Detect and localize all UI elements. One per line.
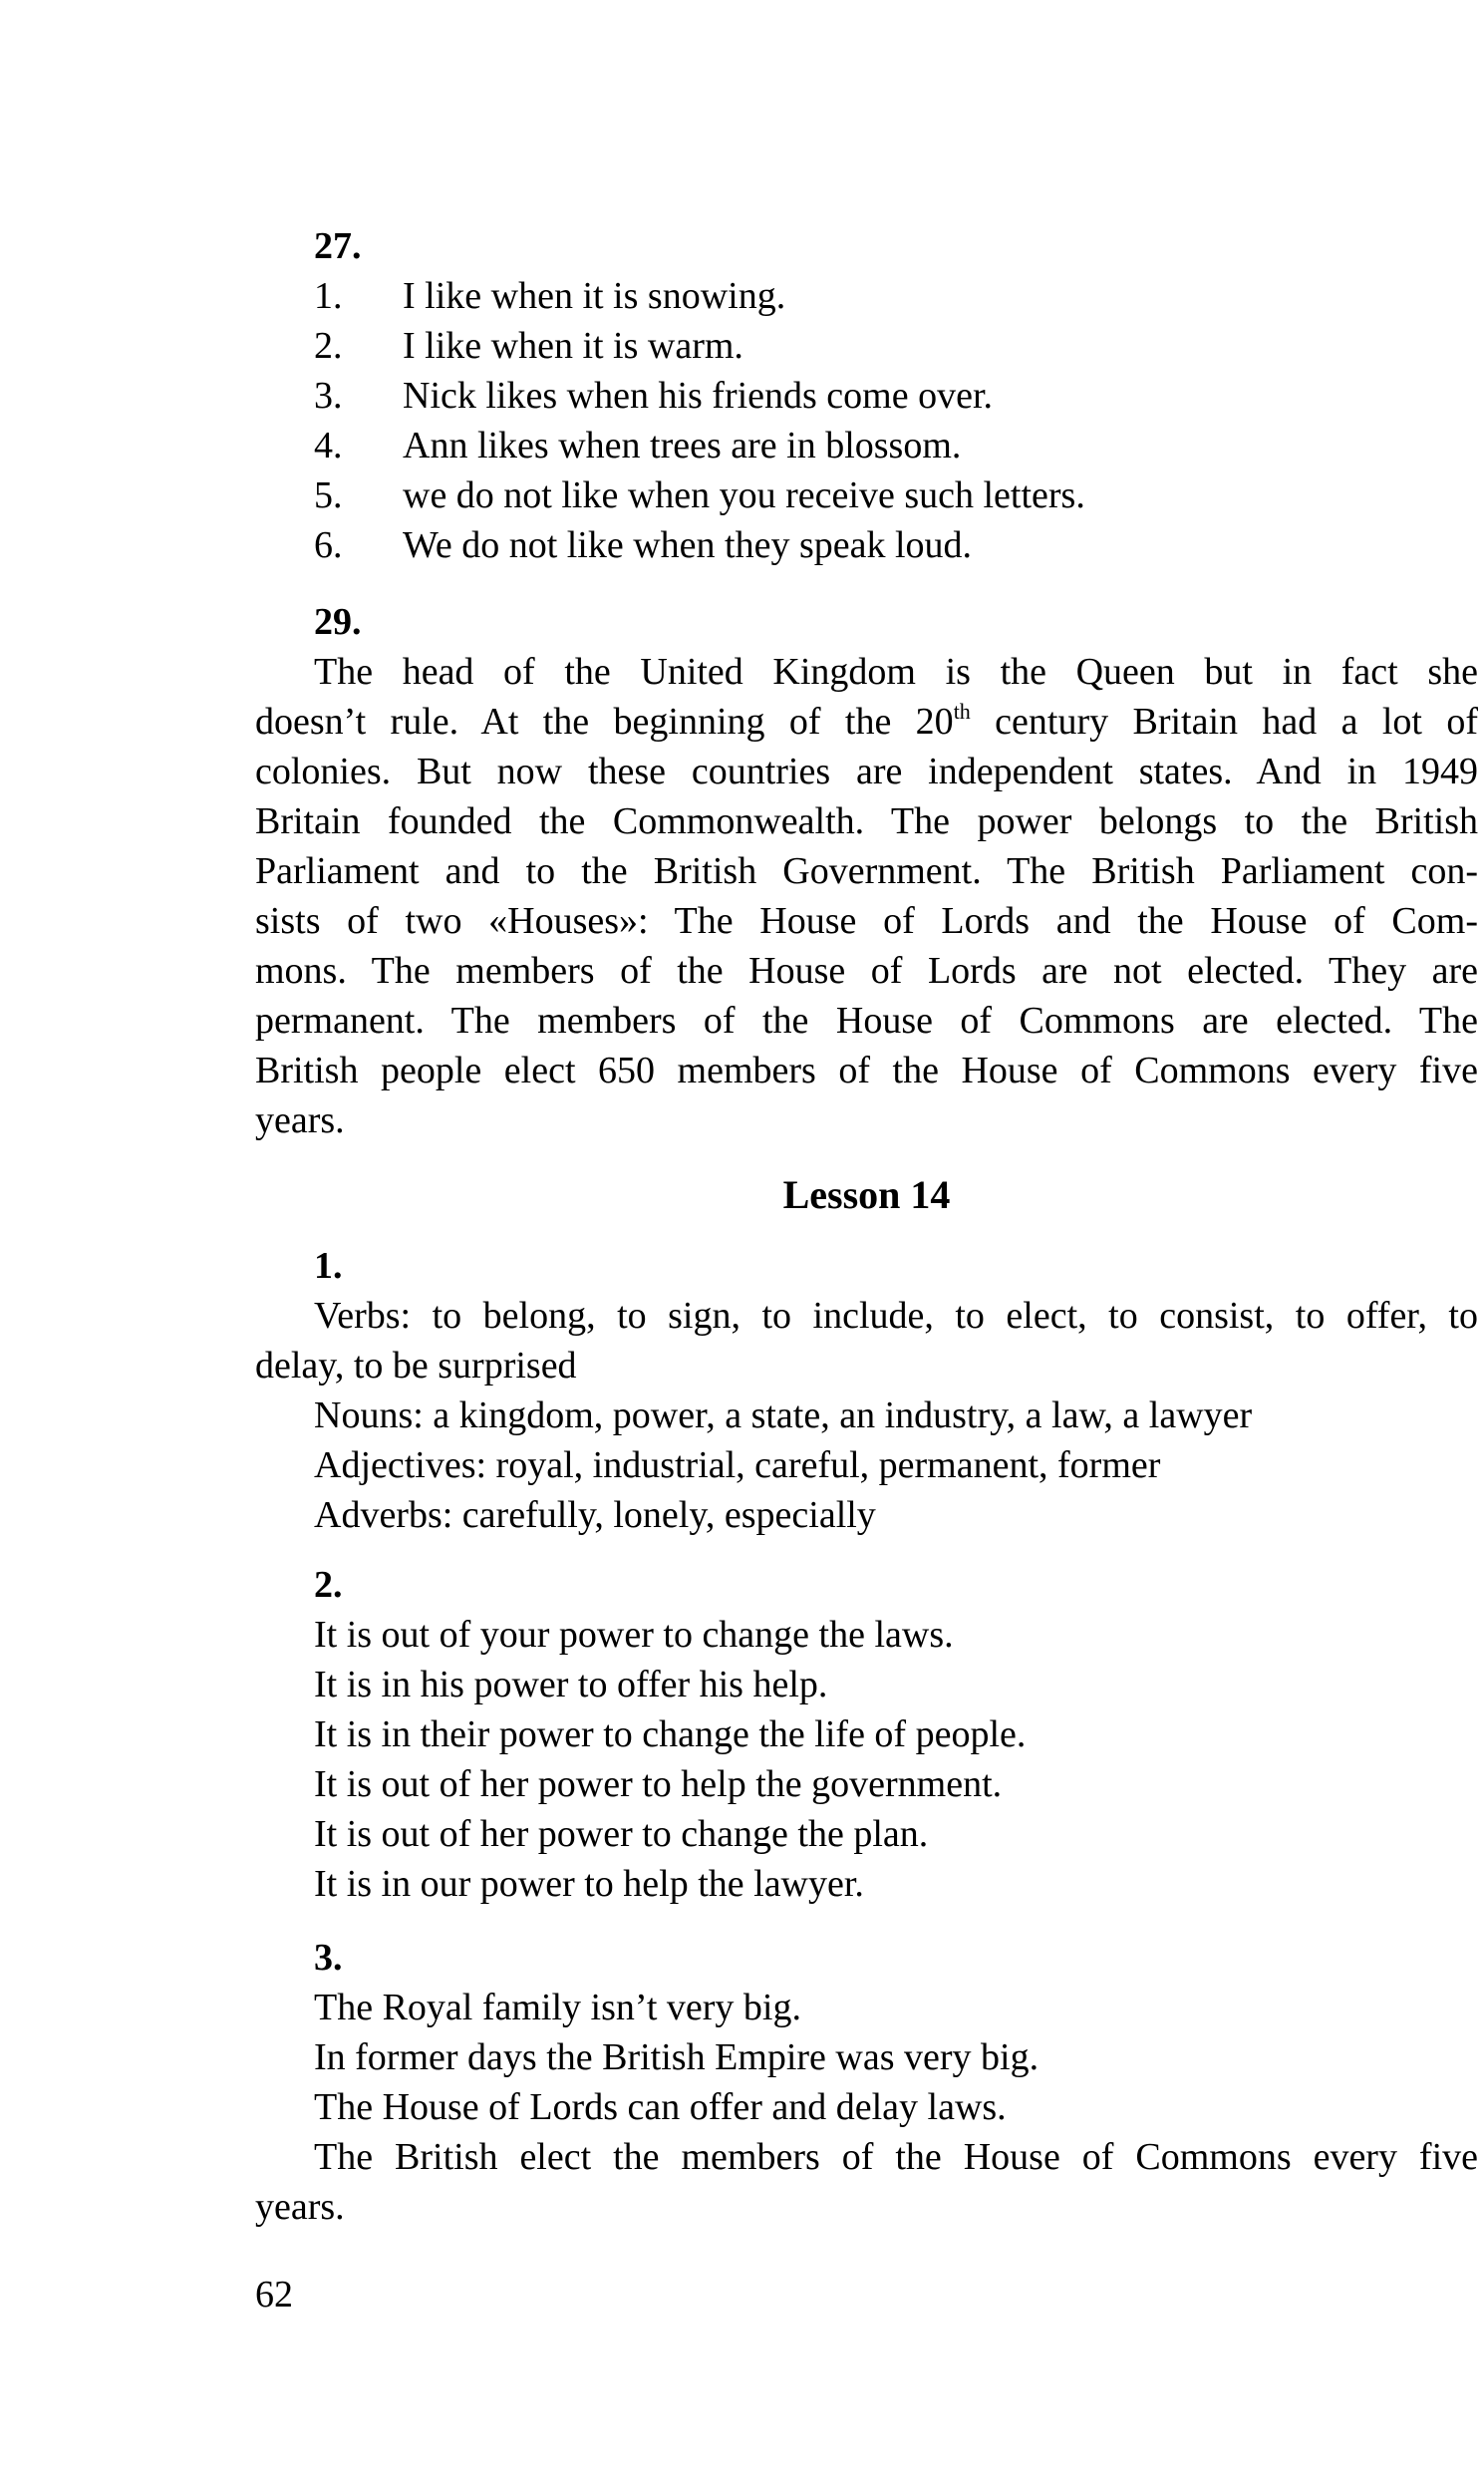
line-text: It is out of her power to help the government. <box>314 1763 1003 1805</box>
line-text: Adjectives: royal, industrial, careful, permanent, former <box>314 1444 1161 1486</box>
line-text: years. <box>255 2186 345 2228</box>
list-text: we do not like when you receive such letters. <box>403 474 1085 516</box>
list-item <box>255 520 1478 570</box>
text-line <box>255 1983 1478 2032</box>
lesson-title: Lesson 14 <box>782 1172 951 1217</box>
line-text: It is out of her power to change the plan. <box>314 1813 929 1855</box>
exercise-heading: 29. <box>314 601 362 643</box>
line-text: permanent. The members of the House of Commons are elected. The <box>255 1000 1478 1042</box>
line-text: The head of the United Kingdom is the Queen but in fact she <box>314 651 1478 693</box>
line-text: Verbs: to belong, to sign, to include, to elect, to consist, to offer, to <box>314 1295 1478 1337</box>
text-line <box>255 1759 1478 1809</box>
text-line <box>255 697 1478 747</box>
line-text: century Britain had a lot of <box>970 701 1478 743</box>
line-text: Britain founded the Commonwealth. The power belongs to the British <box>255 800 1478 842</box>
line-text: doesn’t rule. At the beginning of the 20 <box>255 701 954 743</box>
line-text: British people elect 650 members of the House of Commons every five <box>255 1050 1478 1091</box>
text-line <box>255 1046 1478 1095</box>
exercise-heading: 27. <box>314 225 362 267</box>
line-text: It is in their power to change the life of people. <box>314 1713 1027 1755</box>
list-number: 5. <box>314 474 343 516</box>
line-text: It is in our power to help the lawyer. <box>314 1863 864 1905</box>
text-line <box>255 647 1478 697</box>
line-text: Adverbs: carefully, lonely, especially <box>314 1494 876 1536</box>
page-number: 62 <box>255 2274 293 2316</box>
list-item <box>255 271 1478 321</box>
exercise-2 <box>255 1560 1478 1909</box>
list-number: 4. <box>314 425 343 466</box>
line-text: colonies. But now these countries are independent states. And in 1949 <box>255 751 1478 792</box>
list-item <box>255 421 1478 470</box>
line-text: The House of Lords can offer and delay laws. <box>314 2086 1007 2128</box>
line-text: delay, to be surprised <box>255 1345 577 1387</box>
text-line <box>255 796 1478 846</box>
exercise-heading: 2. <box>314 1564 343 1606</box>
list-item <box>255 371 1478 421</box>
answer-list <box>255 271 1478 570</box>
line-text: The Royal family isn’t very big. <box>314 1987 801 2028</box>
text-line <box>255 896 1478 946</box>
superscript: th <box>953 699 971 724</box>
list-number: 2. <box>314 325 343 367</box>
paragraph <box>255 1610 1478 1909</box>
text-line <box>255 1610 1478 1660</box>
line-text: In former days the British Empire was very big. <box>314 2036 1039 2078</box>
paragraph <box>255 647 1478 1145</box>
text-line <box>255 1859 1478 1909</box>
line-text: Parliament and to the British Government. The British Parliament con- <box>255 850 1478 892</box>
line-text: The British elect the members of the House of Commons every five <box>314 2136 1478 2178</box>
exercise-27 <box>255 221 1478 570</box>
text-line <box>255 1341 1478 1390</box>
text-line <box>255 747 1478 796</box>
text-line <box>255 946 1478 996</box>
text-line <box>255 1291 1478 1341</box>
paragraph <box>255 1291 1478 1540</box>
text-line <box>255 1095 1478 1145</box>
list-text: We do not like when they speak loud. <box>403 524 973 566</box>
text-line <box>255 2132 1478 2182</box>
text-line <box>255 1660 1478 1709</box>
line-text: years. <box>255 1099 345 1141</box>
line-text: Nouns: a kingdom, power, a state, an industry, a law, a lawyer <box>314 1394 1253 1436</box>
exercise-heading: 1. <box>314 1245 343 1287</box>
text-line <box>255 846 1478 896</box>
exercise-29 <box>255 597 1478 1145</box>
text-line <box>255 2032 1478 2082</box>
list-text: I like when it is snowing. <box>403 275 786 317</box>
list-text: I like when it is warm. <box>403 325 743 367</box>
exercise-3 <box>255 1933 1478 2232</box>
text-line <box>255 2182 1478 2232</box>
list-text: Ann likes when trees are in blossom. <box>403 425 962 466</box>
text-line <box>255 1390 1478 1440</box>
text-line <box>255 1809 1478 1859</box>
text-line <box>255 1709 1478 1759</box>
text-line <box>255 996 1478 1046</box>
text-line <box>255 1440 1478 1490</box>
paragraph <box>255 1983 1478 2232</box>
list-number: 6. <box>314 524 343 566</box>
line-text: It is out of your power to change the laws. <box>314 1614 954 1656</box>
list-number: 1. <box>314 275 343 317</box>
exercise-1 <box>255 1241 1478 1540</box>
line-text: It is in his power to offer his help. <box>314 1664 828 1705</box>
list-number: 3. <box>314 375 343 417</box>
line-text: sists of two «Houses»: The House of Lords and the House of Com- <box>255 900 1478 942</box>
list-item <box>255 470 1478 520</box>
list-text: Nick likes when his friends come over. <box>403 375 994 417</box>
text-line <box>255 2082 1478 2132</box>
list-item <box>255 321 1478 371</box>
text-line <box>255 1490 1478 1540</box>
exercise-heading: 3. <box>314 1937 343 1979</box>
line-text: mons. The members of the House of Lords are not elected. They are <box>255 950 1478 992</box>
